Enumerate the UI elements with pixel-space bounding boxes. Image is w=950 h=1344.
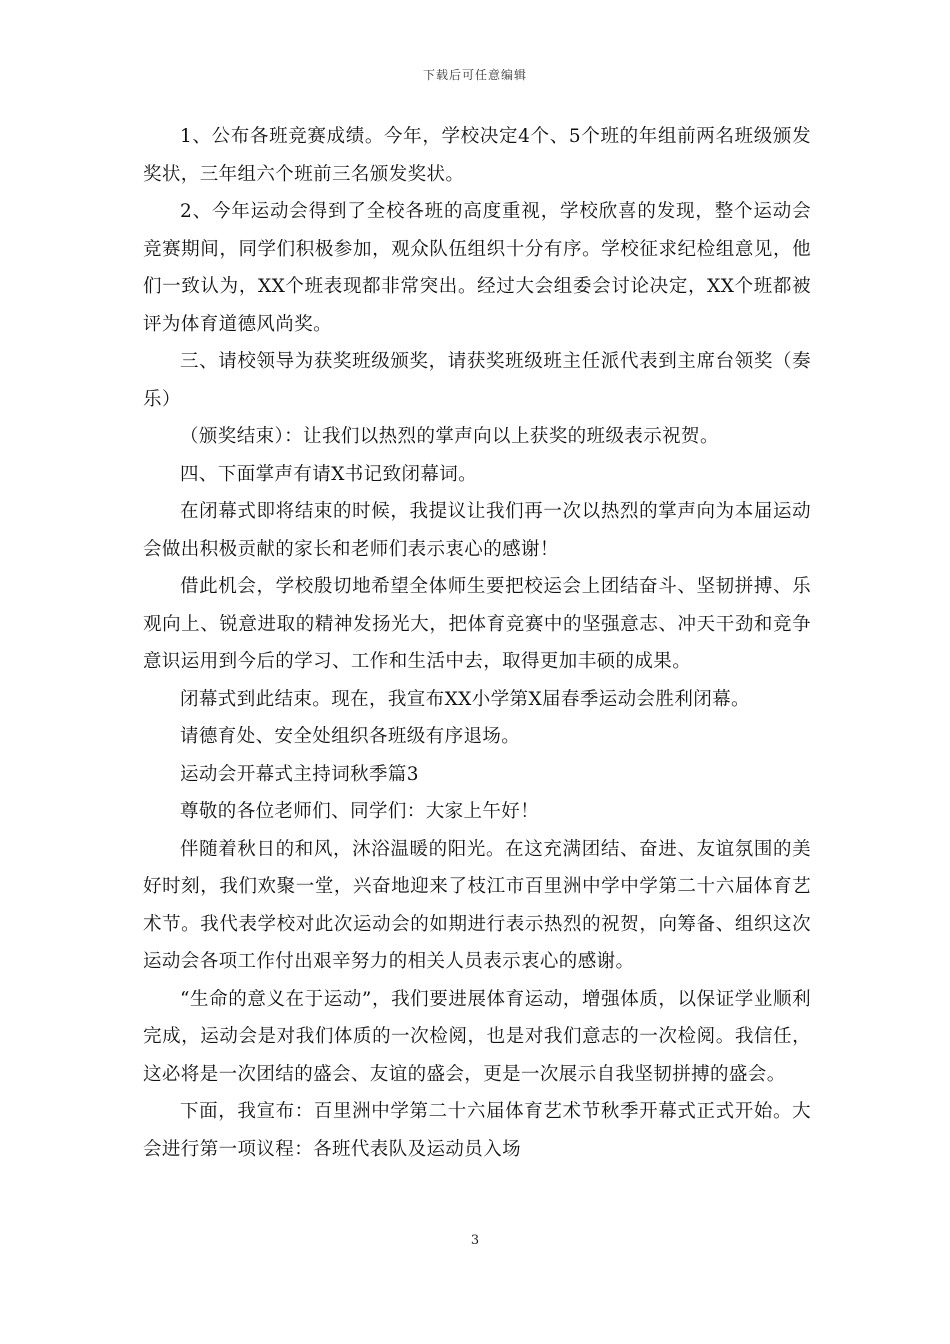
paragraph: 三、请校领导为获奖班级颁奖，请获奖班级班主任派代表到主席台领奖（奏乐） (143, 351, 811, 410)
paragraph: 四、下面掌声有请X书记致闭幕词。 (180, 463, 478, 485)
paragraph: （颁奖结束）：让我们以热烈的掌声向以上获奖的班级表示祝贺。 (180, 426, 719, 447)
section-heading: 运动会开幕式主持词秋季篇3 (180, 763, 419, 785)
paragraph: 伴随着秋日的和风，沐浴温暖的阳光。在这充满团结、奋进、友谊氛围的美好时刻，我们欢聚一堂，兴奋地迎来了枝江市百里洲中学中学第二十六届体育艺术节。我代表学校对此次运动会的如期进行表示热烈的祝贺，向筹备、组织这次运动会各项工作付出艰辛努力的相关人员表示衷心的感谢。 (143, 838, 811, 972)
paragraph: 下面，我宣布：百里洲中学第二十六届体育艺术节秋季开幕式正式开始。大会进行第一项议程：各班代表队及运动员入场 (143, 1101, 811, 1160)
paragraph: 在闭幕式即将结束的时候，我提议让我们再一次以热烈的掌声向为本届运动会做出积极贡献的家长和老师们表示衷心的感谢！ (143, 501, 811, 560)
paragraph: 1、公布各班竞赛成绩。今年，学校决定4个、5个班的年组前两名班级颁发奖状，三年组六个班前三名颁发奖状。 (143, 126, 811, 185)
paragraph: 尊敬的各位老师们、同学们：大家上午好！ (180, 801, 540, 822)
header-note: 下载后可任意编辑 (422, 68, 527, 82)
page-number: 3 (470, 1233, 480, 1248)
document-body (143, 118, 811, 1168)
paragraph: “生命的意义在于运动”，我们要进展体育运动，增强体质，以保证学业顺利完成，运动会是对我们体质的一次检阅，也是对我们意志的一次检阅。我信任，这必将是一次团结的盛会、友谊的盛会，更是一次展示自我坚韧拼搏的盛会。 (143, 988, 811, 1085)
paragraph: 请德育处、安全处组织各班级有序退场。 (180, 726, 521, 747)
paragraph: 闭幕式到此结束。现在，我宣布XX小学第X届春季运动会胜利闭幕。 (180, 688, 750, 710)
paragraph: 2、今年运动会得到了全校各班的高度重视，学校欣喜的发现，整个运动会竞赛期间，同学们积极参加，观众队伍组织十分有序。学校征求纪检组意见，他们一致认为，XX个班表现都非常突出。经过大会组委会讨论决定，XX个班都被评为体育道德风尚奖。 (143, 201, 811, 335)
paragraph: 借此机会，学校殷切地希望全体师生要把校运会上团结奋斗、坚韧拼搏、乐观向上、锐意进取的精神发扬光大，把体育竞赛中的坚强意志、冲天干劲和竞争意识运用到今后的学习、工作和生活中去，取得更加丰硕的成果。 (143, 576, 811, 672)
